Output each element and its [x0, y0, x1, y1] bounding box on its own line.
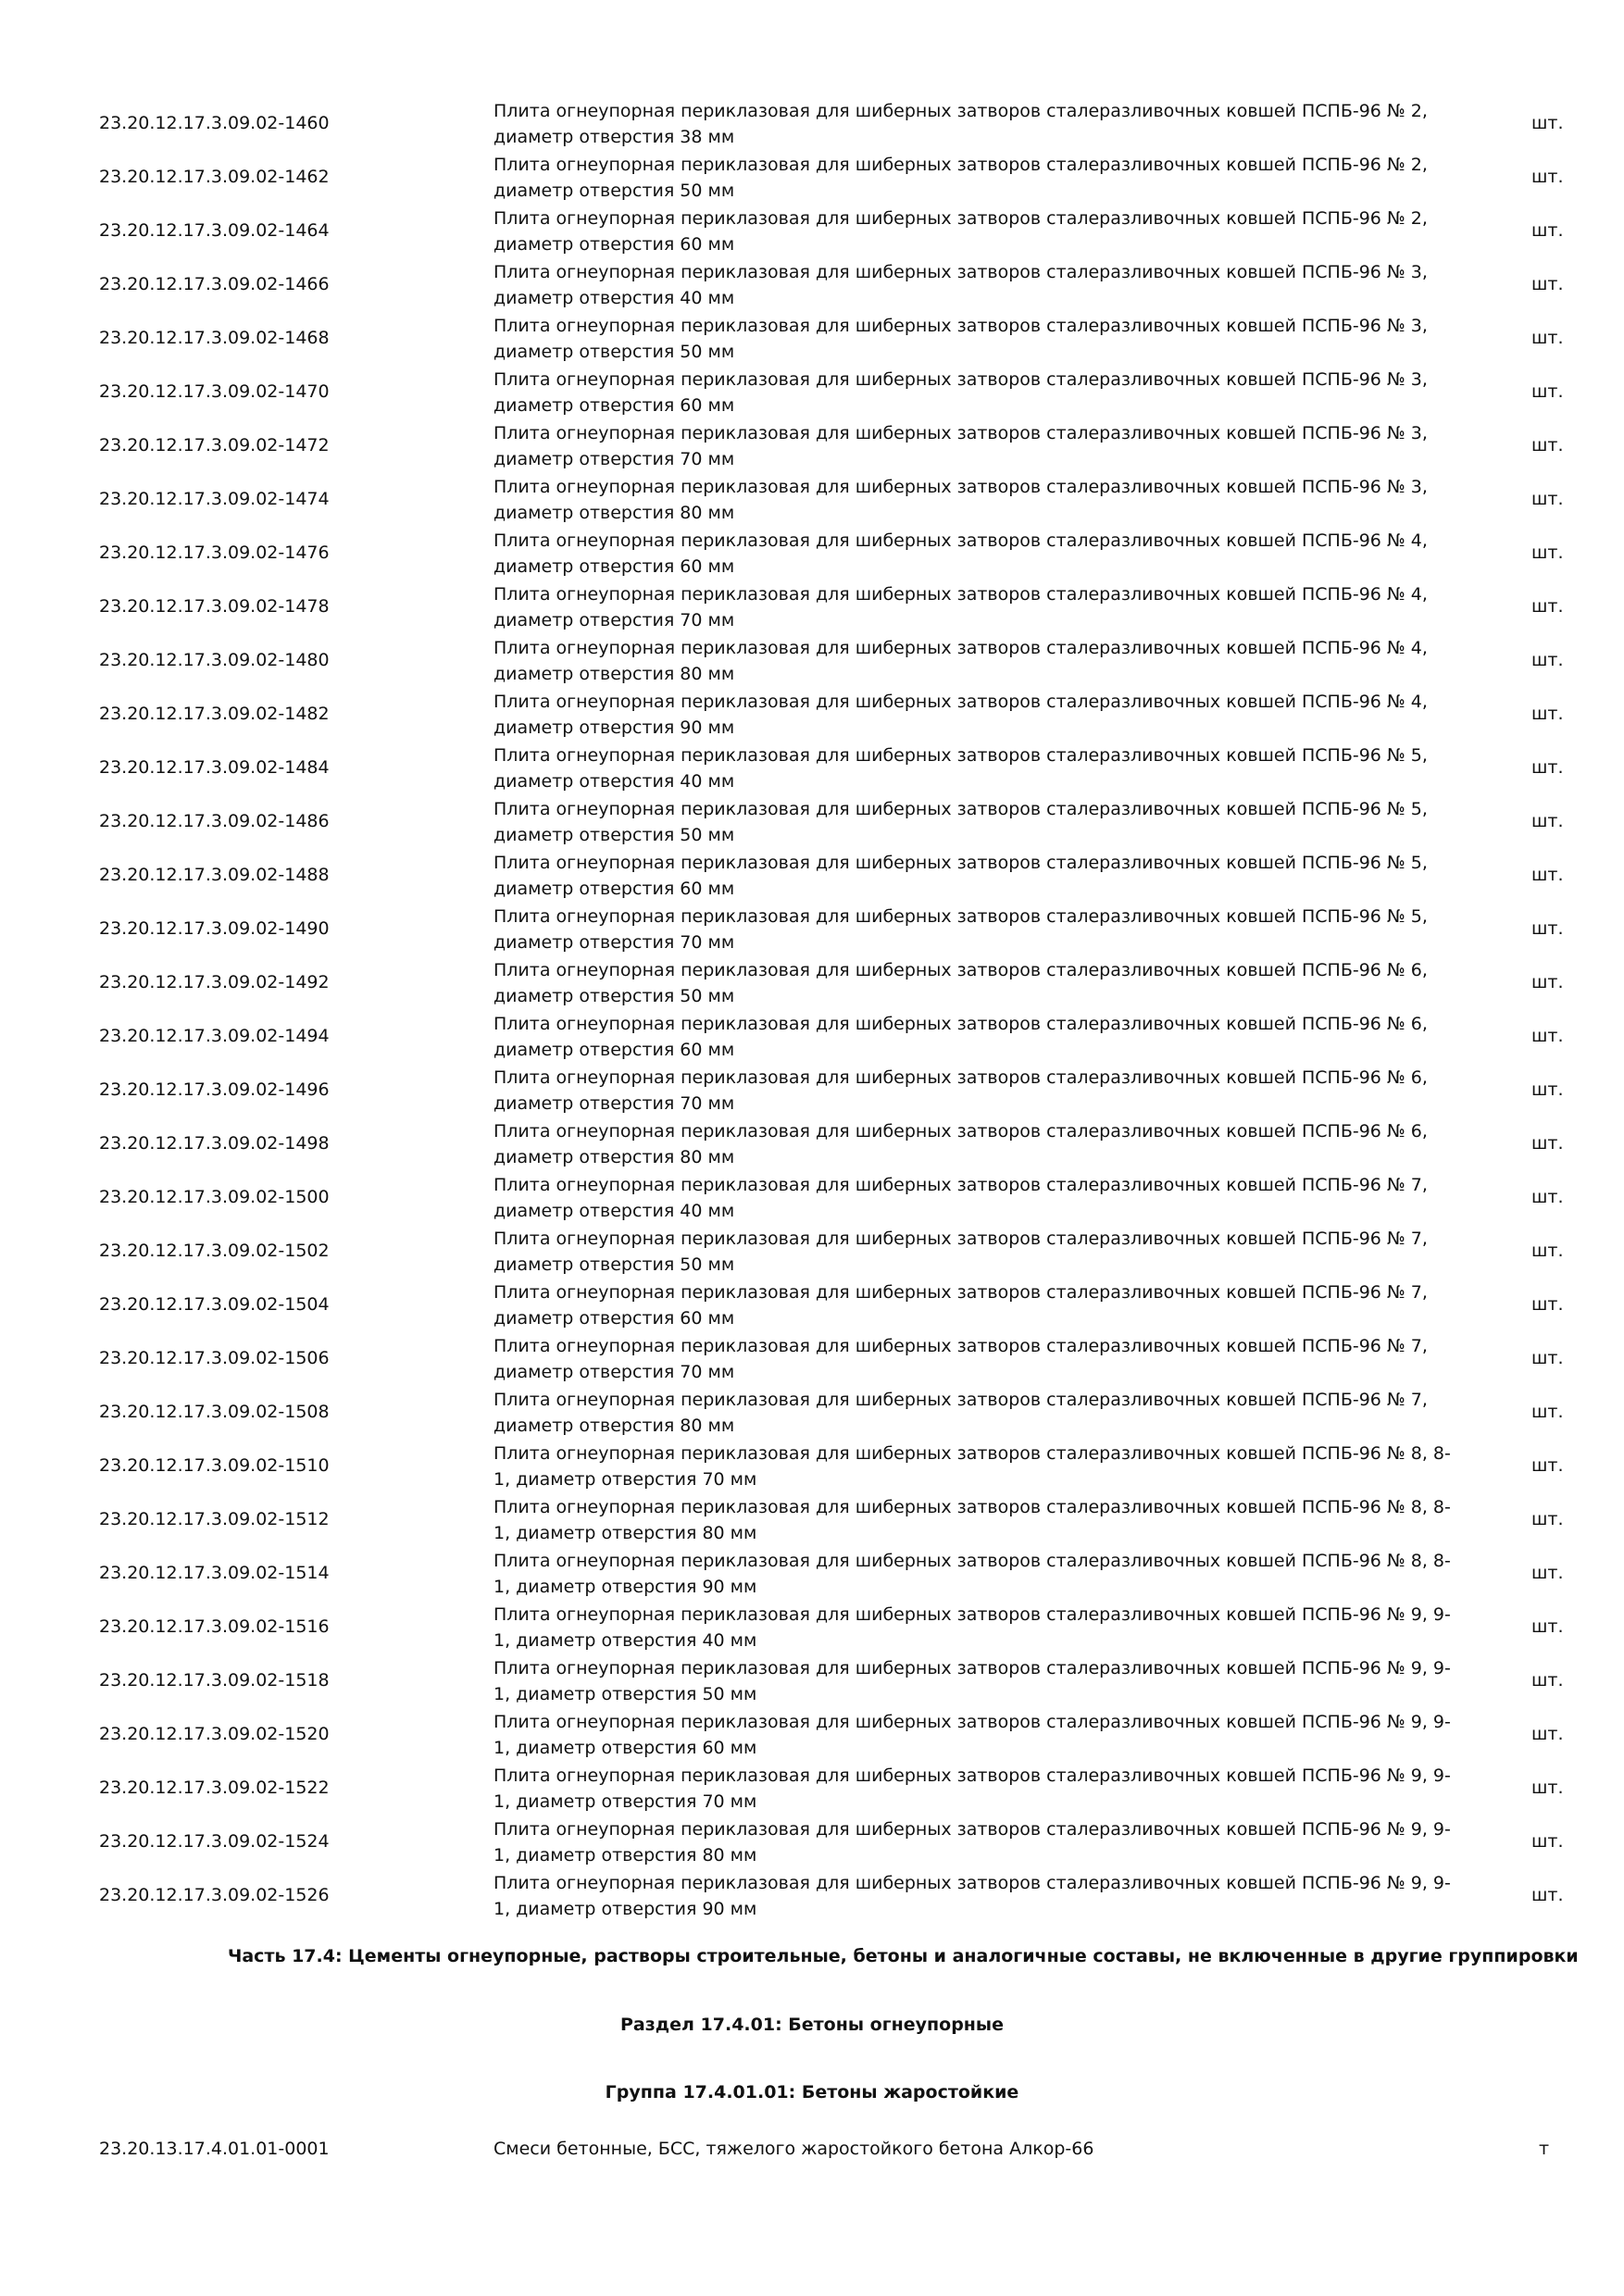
unit-of-measure: шт. [1531, 220, 1564, 241]
resource-name-line: Плита огнеупорная периклазовая для шиберных затворов сталеразливочных ковшей ПСПБ-96 № 3, [493, 316, 1428, 336]
resource-name-line: Плита огнеупорная периклазовая для шиберных затворов сталеразливочных ковшей ПСПБ-96 № 6, [493, 960, 1428, 980]
table-row [0, 96, 1624, 150]
resource-name-line: 1, диаметр отверстия 80 мм [493, 1523, 757, 1543]
resource-name-line: Плита огнеупорная периклазовая для шиберных затворов сталеразливочных ковшей ПСПБ-96 № 9, 9- [493, 1604, 1451, 1625]
table-row [0, 1815, 1624, 1868]
resource-code: 23.20.12.17.3.09.02-1516 [99, 1616, 330, 1637]
resource-name-line: диаметр отверстия 60 мм [493, 879, 735, 899]
table-row [0, 1009, 1624, 1063]
resource-name-line: Плита огнеупорная периклазовая для шиберных затворов сталеразливочных ковшей ПСПБ-96 № 4, [493, 638, 1428, 658]
resource-code: 23.20.12.17.3.09.02-1508 [99, 1402, 330, 1422]
resource-code: 23.20.12.17.3.09.02-1468 [99, 328, 330, 348]
resource-name-line: диаметр отверстия 50 мм [493, 825, 735, 845]
resource-name [493, 1763, 1456, 1815]
unit-of-measure: шт. [1531, 1026, 1564, 1046]
resource-code: 23.20.12.17.3.09.02-1486 [99, 811, 330, 831]
resource-name [493, 1172, 1456, 1224]
table-row [0, 365, 1624, 418]
unit-of-measure: шт. [1531, 704, 1564, 724]
unit-of-measure: шт. [1531, 543, 1564, 563]
resource-name-line: диаметр отверстия 60 мм [493, 234, 735, 255]
resource-name-line: Плита огнеупорная периклазовая для шиберных затворов сталеразливочных ковшей ПСПБ-96 № 9, 9- [493, 1712, 1451, 1732]
resource-name-line: 1, диаметр отверстия 90 мм [493, 1577, 757, 1597]
resource-name [493, 1548, 1456, 1600]
resource-name [493, 474, 1456, 526]
table-row [0, 2136, 1624, 2173]
table-row [0, 526, 1624, 580]
resource-name [493, 1602, 1456, 1653]
resource-name-line: 1, диаметр отверстия 70 мм [493, 1469, 757, 1490]
unit-of-measure: шт. [1531, 1079, 1564, 1100]
resource-name-line: 1, диаметр отверстия 70 мм [493, 1791, 757, 1812]
table-row [0, 1170, 1624, 1224]
table-row [0, 1385, 1624, 1439]
resource-code: 23.20.12.17.3.09.02-1520 [99, 1724, 330, 1744]
resource-name [493, 957, 1456, 1009]
resource-name-line: Плита огнеупорная периклазовая для шиберных затворов сталеразливочных ковшей ПСПБ-96 № 5, [493, 745, 1428, 766]
table-row [0, 311, 1624, 365]
resource-name [493, 742, 1456, 794]
resource-name-line: Плита огнеупорная периклазовая для шиберных затворов сталеразливочных ковшей ПСПБ-96 № 2, [493, 208, 1428, 229]
resource-code: 23.20.13.17.4.01.01-0001 [99, 2139, 330, 2159]
table-row [0, 1224, 1624, 1278]
resource-name [493, 152, 1456, 204]
resource-name-line: Плита огнеупорная периклазовая для шиберных затворов сталеразливочных ковшей ПСПБ-96 № 2, [493, 155, 1428, 175]
table-row [0, 1707, 1624, 1761]
resource-code: 23.20.12.17.3.09.02-1518 [99, 1670, 330, 1691]
unit-of-measure: шт. [1531, 113, 1564, 133]
resource-name [493, 1118, 1456, 1170]
table-row [0, 1868, 1624, 1922]
resource-code: 23.20.12.17.3.09.02-1462 [99, 167, 330, 187]
resource-name [493, 1279, 1456, 1331]
resource-name-line: Плита огнеупорная периклазовая для шиберных затворов сталеразливочных ковшей ПСПБ-96 № 9, 9- [493, 1873, 1451, 1893]
resource-name-line: Плита огнеупорная периклазовая для шиберных затворов сталеразливочных ковшей ПСПБ-96 № 3, [493, 369, 1428, 390]
table-row [0, 257, 1624, 311]
resource-code: 23.20.12.17.3.09.02-1466 [99, 274, 330, 294]
resource-code: 23.20.12.17.3.09.02-1510 [99, 1455, 330, 1476]
unit-of-measure: шт. [1531, 865, 1564, 885]
resource-name-line: Плита огнеупорная периклазовая для шиберных затворов сталеразливочных ковшей ПСПБ-96 № 7, [493, 1175, 1428, 1195]
resource-name-line: Плита огнеупорная периклазовая для шиберных затворов сталеразливочных ковшей ПСПБ-96 № 4, [493, 530, 1428, 551]
resource-name-line: Плита огнеупорная периклазовая для шиберных затворов сталеразливочных ковшей ПСПБ-96 № 9, 9- [493, 1819, 1451, 1840]
resource-name-line: диаметр отверстия 60 мм [493, 556, 735, 577]
resource-code: 23.20.12.17.3.09.02-1514 [99, 1563, 330, 1583]
resource-code: 23.20.12.17.3.09.02-1512 [99, 1509, 330, 1529]
table-row [0, 902, 1624, 955]
unit-of-measure: шт. [1531, 1294, 1564, 1315]
table-row [0, 1331, 1624, 1385]
resource-name-line: диаметр отверстия 70 мм [493, 1093, 735, 1114]
resource-name [493, 1387, 1456, 1439]
resource-name [493, 1709, 1456, 1761]
resource-name-line: диаметр отверстия 70 мм [493, 449, 735, 469]
table-row [0, 848, 1624, 902]
resource-name [493, 98, 1456, 150]
resource-code: 23.20.12.17.3.09.02-1470 [99, 381, 330, 402]
table-row [0, 794, 1624, 848]
unit-of-measure: шт. [1531, 972, 1564, 992]
resource-name-line: диаметр отверстия 40 мм [493, 1201, 735, 1221]
resource-name [493, 1441, 1456, 1492]
unit-of-measure: шт. [1531, 167, 1564, 187]
resource-name [493, 1065, 1456, 1117]
unit-of-measure: шт. [1531, 274, 1564, 294]
table-row [0, 580, 1624, 633]
resource-code: 23.20.12.17.3.09.02-1472 [99, 435, 330, 455]
resource-name-line: диаметр отверстия 60 мм [493, 1308, 735, 1329]
table-row [0, 1063, 1624, 1117]
unit-of-measure: шт. [1531, 1563, 1564, 1583]
resource-name-line: Плита огнеупорная периклазовая для шиберных затворов сталеразливочных ковшей ПСПБ-96 № 9, 9- [493, 1766, 1451, 1786]
unit-of-measure: шт. [1531, 1402, 1564, 1422]
resource-name-line: Плита огнеупорная периклазовая для шиберных затворов сталеразливочных ковшей ПСПБ-96 № 4, [493, 692, 1428, 712]
resource-name-line: Плита огнеупорная периклазовая для шиберных затворов сталеразливочных ковшей ПСПБ-96 № 4, [493, 584, 1428, 605]
resource-name-line: диаметр отверстия 90 мм [493, 718, 735, 738]
resource-name [493, 528, 1456, 580]
resource-code: 23.20.12.17.3.09.02-1480 [99, 650, 330, 670]
resource-name [493, 1226, 1456, 1278]
resource-name-line: диаметр отверстия 40 мм [493, 771, 735, 792]
resource-name-line: диаметр отверстия 38 мм [493, 127, 735, 147]
table-row [0, 1278, 1624, 1331]
resource-name-line: диаметр отверстия 60 мм [493, 395, 735, 416]
resource-name-line: диаметр отверстия 50 мм [493, 342, 735, 362]
resource-name [493, 1011, 1456, 1063]
table-row [0, 150, 1624, 204]
resource-code: 23.20.12.17.3.09.02-1488 [99, 865, 330, 885]
resource-name [493, 1333, 1456, 1385]
resource-code: 23.20.12.17.3.09.02-1484 [99, 757, 330, 778]
resource-name-line: Плита огнеупорная периклазовая для шиберных затворов сталеразливочных ковшей ПСПБ-96 № 8, 8- [493, 1497, 1451, 1517]
table-row [0, 955, 1624, 1009]
unit-of-measure: шт. [1531, 381, 1564, 402]
resource-name [493, 420, 1456, 472]
unit-of-measure: шт. [1531, 918, 1564, 939]
resource-name-line: 1, диаметр отверстия 50 мм [493, 1684, 757, 1704]
unit-of-measure: шт. [1531, 1724, 1564, 1744]
resource-name-line: Плита огнеупорная периклазовая для шиберных затворов сталеразливочных ковшей ПСПБ-96 № 3, [493, 262, 1428, 282]
resource-code: 23.20.12.17.3.09.02-1500 [99, 1187, 330, 1207]
unit-of-measure: шт. [1531, 1241, 1564, 1261]
resource-name-line: 1, диаметр отверстия 90 мм [493, 1899, 757, 1919]
unit-of-measure: шт. [1531, 811, 1564, 831]
unit-of-measure: шт. [1531, 1455, 1564, 1476]
table-row [0, 1761, 1624, 1815]
resource-name-line: Плита огнеупорная периклазовая для шиберных затворов сталеразливочных ковшей ПСПБ-96 № 5, [493, 906, 1428, 927]
resource-code: 23.20.12.17.3.09.02-1524 [99, 1831, 330, 1852]
resource-name-line: диаметр отверстия 70 мм [493, 1362, 735, 1382]
resource-name-line: диаметр отверстия 80 мм [493, 503, 735, 523]
unit-of-measure: шт. [1531, 1778, 1564, 1798]
unit-of-measure: шт. [1531, 1509, 1564, 1529]
table-row [0, 741, 1624, 794]
unit-of-measure: шт. [1531, 328, 1564, 348]
resource-name [493, 581, 1456, 633]
resource-name-line: диаметр отверстия 80 мм [493, 1147, 735, 1167]
unit-of-measure: т [1539, 2139, 1550, 2159]
resource-name [493, 904, 1456, 955]
resource-name [493, 367, 1456, 418]
classifier-table [0, 96, 1624, 1922]
resource-name: Смеси бетонные, БСС, тяжелого жаростойкого бетона Алкор-66 [493, 2139, 1094, 2159]
table-row [0, 1117, 1624, 1170]
resource-name [493, 1655, 1456, 1707]
resource-code: 23.20.12.17.3.09.02-1496 [99, 1079, 330, 1100]
resource-code: 23.20.12.17.3.09.02-1504 [99, 1294, 330, 1315]
resource-name [493, 259, 1456, 311]
resource-name [493, 1494, 1456, 1546]
resource-name-line: Плита огнеупорная периклазовая для шиберных затворов сталеразливочных ковшей ПСПБ-96 № 2, [493, 101, 1428, 121]
unit-of-measure: шт. [1531, 1187, 1564, 1207]
resource-name-line: диаметр отверстия 80 мм [493, 664, 735, 684]
unit-of-measure: шт. [1531, 1885, 1564, 1905]
resource-name-line: диаметр отверстия 70 мм [493, 610, 735, 630]
resource-code: 23.20.12.17.3.09.02-1476 [99, 543, 330, 563]
resource-name [493, 796, 1456, 848]
resource-name-line: Плита огнеупорная периклазовая для шиберных затворов сталеразливочных ковшей ПСПБ-96 № 6, [493, 1121, 1428, 1142]
resource-code: 23.20.12.17.3.09.02-1460 [99, 113, 330, 133]
unit-of-measure: шт. [1531, 1670, 1564, 1691]
resource-name [493, 635, 1456, 687]
table-row [0, 1439, 1624, 1492]
resource-name [493, 1870, 1456, 1922]
table-row [0, 633, 1624, 687]
resource-name-line: Плита огнеупорная периклазовая для шиберных затворов сталеразливочных ковшей ПСПБ-96 № 3, [493, 477, 1428, 497]
resource-code: 23.20.12.17.3.09.02-1490 [99, 918, 330, 939]
resource-name-line: диаметр отверстия 60 мм [493, 1040, 735, 1060]
resource-code: 23.20.12.17.3.09.02-1498 [99, 1133, 330, 1154]
resource-code: 23.20.12.17.3.09.02-1502 [99, 1241, 330, 1261]
resource-name-line: диаметр отверстия 50 мм [493, 986, 735, 1006]
resource-name-line: диаметр отверстия 40 мм [493, 288, 735, 308]
resource-name-line: 1, диаметр отверстия 80 мм [493, 1845, 757, 1866]
table-row [0, 204, 1624, 257]
resource-name [493, 1816, 1456, 1868]
resource-code: 23.20.12.17.3.09.02-1464 [99, 220, 330, 241]
resource-name-line: Плита огнеупорная периклазовая для шиберных затворов сталеразливочных ковшей ПСПБ-96 № 6, [493, 1067, 1428, 1088]
table-row [0, 418, 1624, 472]
unit-of-measure: шт. [1531, 650, 1564, 670]
resource-code: 23.20.12.17.3.09.02-1526 [99, 1885, 330, 1905]
table-row [0, 472, 1624, 526]
resource-name-line: 1, диаметр отверстия 40 мм [493, 1630, 757, 1651]
resource-name [493, 206, 1456, 257]
resource-name-line: диаметр отверстия 50 мм [493, 181, 735, 201]
resource-name-line: диаметр отверстия 70 мм [493, 932, 735, 953]
table-row [0, 1600, 1624, 1653]
unit-of-measure: шт. [1531, 489, 1564, 509]
unit-of-measure: шт. [1531, 435, 1564, 455]
resource-name [493, 313, 1456, 365]
table-row [0, 1546, 1624, 1600]
resource-code: 23.20.12.17.3.09.02-1478 [99, 596, 330, 617]
resource-name-line: Плита огнеупорная периклазовая для шиберных затворов сталеразливочных ковшей ПСПБ-96 № 5, [493, 853, 1428, 873]
resource-name-line: 1, диаметр отверстия 60 мм [493, 1738, 757, 1758]
resource-code: 23.20.12.17.3.09.02-1522 [99, 1778, 330, 1798]
part-heading: Часть 17.4: Цементы огнеупорные, растворы строительные, бетоны и аналогичные составы, не включенные в другие группировки [228, 1946, 1579, 1966]
resource-code: 23.20.12.17.3.09.02-1494 [99, 1026, 330, 1046]
resource-name [493, 689, 1456, 741]
resource-code: 23.20.12.17.3.09.02-1482 [99, 704, 330, 724]
resource-name-line: Плита огнеупорная периклазовая для шиберных затворов сталеразливочных ковшей ПСПБ-96 № 3, [493, 423, 1428, 443]
unit-of-measure: шт. [1531, 1133, 1564, 1154]
group-heading: Группа 17.4.01.01: Бетоны жаростойкие [605, 2082, 1019, 2103]
resource-name-line: Плита огнеупорная периклазовая для шиберных затворов сталеразливочных ковшей ПСПБ-96 № 5, [493, 799, 1428, 819]
resource-name-line: Плита огнеупорная периклазовая для шиберных затворов сталеразливочных ковшей ПСПБ-96 № 7, [493, 1282, 1428, 1303]
resource-name-line: диаметр отверстия 80 мм [493, 1416, 735, 1436]
table-row [0, 687, 1624, 741]
resource-name-line: Плита огнеупорная периклазовая для шиберных затворов сталеразливочных ковшей ПСПБ-96 № 7, [493, 1229, 1428, 1249]
resource-name-line: Плита огнеупорная периклазовая для шиберных затворов сталеразливочных ковшей ПСПБ-96 № 7, [493, 1336, 1428, 1356]
resource-name-line: Плита огнеупорная периклазовая для шиберных затворов сталеразливочных ковшей ПСПБ-96 № 6, [493, 1014, 1428, 1034]
table-row [0, 1492, 1624, 1546]
resource-name-line: Плита огнеупорная периклазовая для шиберных затворов сталеразливочных ковшей ПСПБ-96 № 9, 9- [493, 1658, 1451, 1678]
section-heading: Раздел 17.4.01: Бетоны огнеупорные [619, 2015, 1004, 2035]
resource-code: 23.20.12.17.3.09.02-1506 [99, 1348, 330, 1368]
unit-of-measure: шт. [1531, 1831, 1564, 1852]
resource-name-line: Плита огнеупорная периклазовая для шиберных затворов сталеразливочных ковшей ПСПБ-96 № 8, 8- [493, 1443, 1451, 1464]
unit-of-measure: шт. [1531, 1348, 1564, 1368]
resource-name-line: Плита огнеупорная периклазовая для шиберных затворов сталеразливочных ковшей ПСПБ-96 № 7, [493, 1390, 1428, 1410]
resource-code: 23.20.12.17.3.09.02-1474 [99, 489, 330, 509]
resource-name-line: Плита огнеупорная периклазовая для шиберных затворов сталеразливочных ковшей ПСПБ-96 № 8, 8- [493, 1551, 1451, 1571]
resource-name [493, 850, 1456, 902]
unit-of-measure: шт. [1531, 1616, 1564, 1637]
unit-of-measure: шт. [1531, 757, 1564, 778]
unit-of-measure: шт. [1531, 596, 1564, 617]
resource-name-line: диаметр отверстия 50 мм [493, 1254, 735, 1275]
table-row [0, 1653, 1624, 1707]
resource-code: 23.20.12.17.3.09.02-1492 [99, 972, 330, 992]
